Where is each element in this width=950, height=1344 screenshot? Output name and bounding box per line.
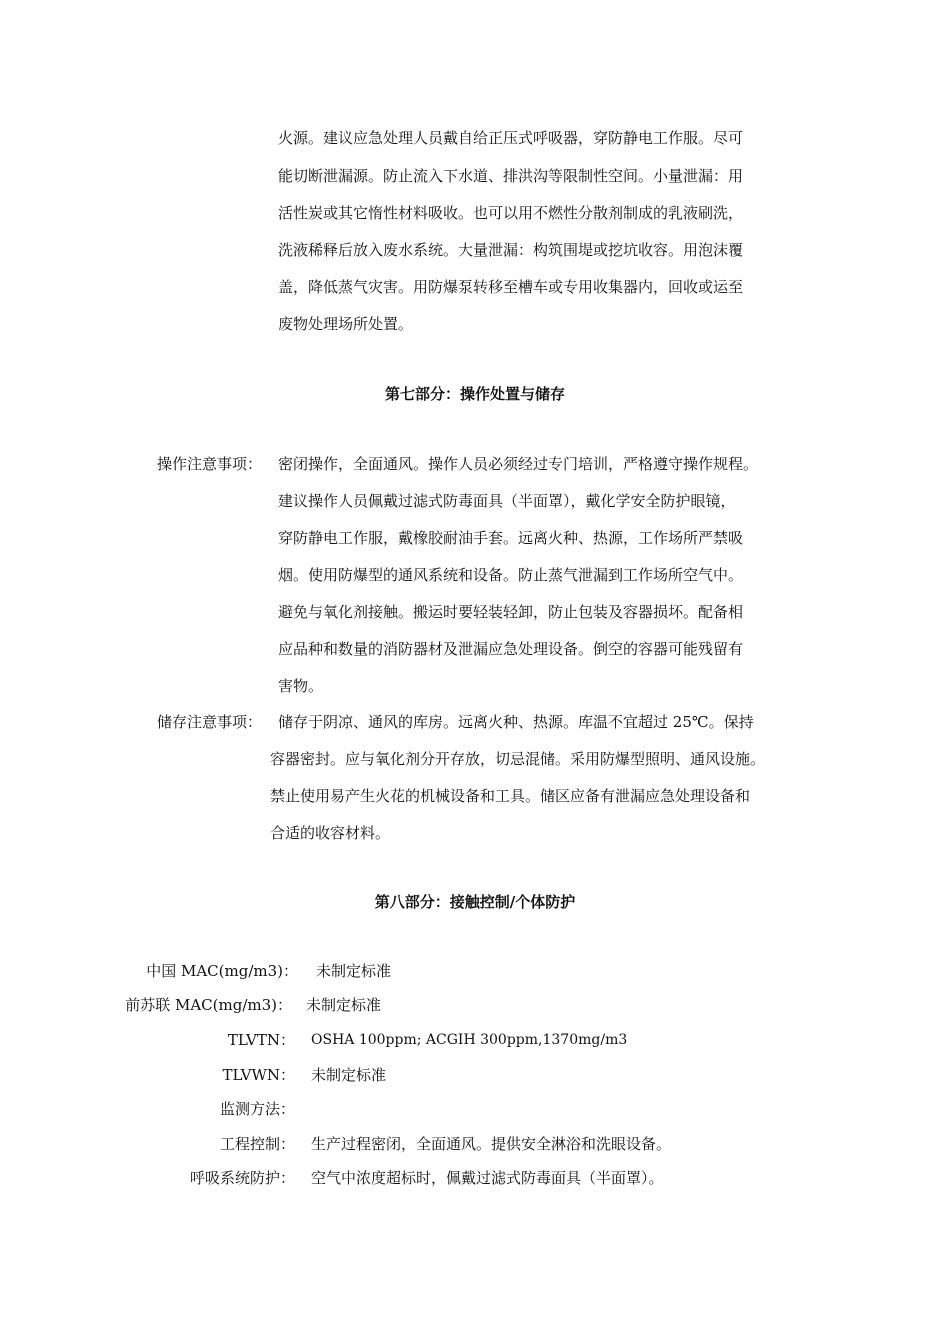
paragraph-line: 合适的收容材料。 <box>270 824 391 842</box>
paragraph-line: 密闭操作，全面通风。操作人员必须经过专门培训，严格遵守操作规程。 <box>278 455 759 473</box>
paragraph-line: 储存于阴凉、通风的库房。远离火种、热源。库温不宜超过 25℃。保持 <box>278 713 754 731</box>
row-label: 中国 MAC(mg/m3)： <box>146 962 298 980</box>
paragraph-line: 避免与氧化剂接触。搬运时要轻装轻卸，防止包装及容器损坏。配备相 <box>278 603 744 621</box>
paragraph-line: 建议操作人员佩戴过滤式防毒面具（半面罩），戴化学安全防护眼镜， <box>278 492 736 510</box>
row-label: 呼吸系统防护： <box>189 1169 295 1187</box>
section7-title: 第七部分：操作处置与储存 <box>384 385 565 403</box>
paragraph-line: 烟。使用防爆型的通风系统和设备。防止蒸气泄漏到工作场所空气中。 <box>278 566 744 584</box>
row-label: TLVWN： <box>222 1066 295 1084</box>
paragraph-line: 废物处理场所处置。 <box>278 315 414 333</box>
row-value: 未制定标准 <box>316 962 392 980</box>
storage-label: 储存注意事项： <box>156 713 262 731</box>
row-value: 生产过程密闭，全面通风。提供安全淋浴和洗眼设备。 <box>311 1135 672 1153</box>
row-label: 工程控制： <box>219 1135 295 1153</box>
paragraph-line: 害物。 <box>278 677 324 695</box>
paragraph-line: 禁止使用易产生火花的机械设备和工具。储区应备有泄漏应急处理设备和 <box>270 787 751 805</box>
paragraph-line: 容器密封。应与氧化剂分开存放，切忌混储。采用防爆型照明、通风设施。 <box>270 750 766 768</box>
paragraph-line: 火源。建议应急处理人员戴自给正压式呼吸器，穿防静电工作服。尽可 <box>278 129 744 147</box>
paragraph-line: 能切断泄漏源。防止流入下水道、排洪沟等限制性空间。小量泄漏：用 <box>278 167 744 185</box>
section8-title: 第八部分：接触控制/个体防护 <box>374 893 576 911</box>
row-label: 监测方法： <box>219 1100 295 1118</box>
handling-label: 操作注意事项： <box>156 455 262 473</box>
row-value: 未制定标准 <box>306 996 382 1014</box>
row-value: OSHA 100ppm; ACGIH 300ppm,1370mg/m3 <box>311 1032 628 1048</box>
paragraph-line: 洗液稀释后放入废水系统。大量泄漏：构筑围堤或挖坑收容。用泡沫覆 <box>278 241 744 259</box>
paragraph-line: 盖，降低蒸气灾害。用防爆泵转移至槽车或专用收集器内，回收或运至 <box>278 278 744 296</box>
row-value: 未制定标准 <box>311 1066 387 1084</box>
row-value: 空气中浓度超标时，佩戴过滤式防毒面具（半面罩）。 <box>311 1169 664 1187</box>
row-label: TLVTN： <box>227 1031 295 1049</box>
paragraph-line: 活性炭或其它惰性材料吸收。也可以用不燃性分散剂制成的乳液刷洗， <box>278 204 744 222</box>
row-label: 前苏联 MAC(mg/m3)： <box>125 996 292 1014</box>
paragraph-line: 穿防静电工作服，戴橡胶耐油手套。远离火种、热源，工作场所严禁吸 <box>278 529 744 547</box>
paragraph-line: 应品种和数量的消防器材及泄漏应急处理设备。倒空的容器可能残留有 <box>278 640 744 658</box>
